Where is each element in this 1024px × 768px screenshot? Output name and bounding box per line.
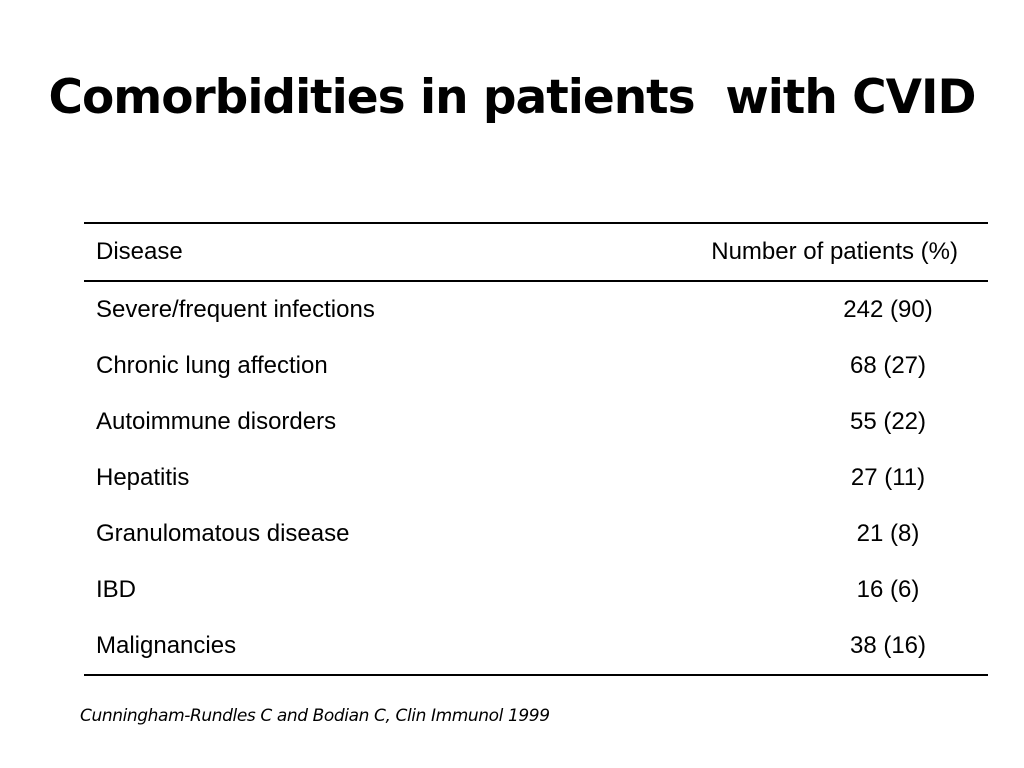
disease-cell: Granulomatous disease bbox=[96, 520, 350, 547]
citation: Cunningham-Rundles C and Bodian C, Clin Immunol 1999 bbox=[80, 706, 550, 726]
disease-cell: Autoimmune disorders bbox=[96, 408, 337, 435]
slide-title: Comorbidities in patients with CVID bbox=[48, 70, 976, 125]
table-row bbox=[84, 281, 988, 338]
table-row bbox=[84, 338, 988, 394]
table-row bbox=[84, 506, 988, 562]
disease-cell: IBD bbox=[96, 576, 137, 603]
patient-count-cell: 27 (11) bbox=[850, 464, 926, 491]
comorbidities-table-container bbox=[84, 222, 988, 676]
disease-cell: Malignancies bbox=[96, 632, 237, 659]
comorbidities-table bbox=[84, 222, 988, 676]
patient-count-cell: 16 (6) bbox=[856, 576, 920, 603]
table-row bbox=[84, 450, 988, 506]
column-header-disease: Disease bbox=[96, 238, 183, 265]
table-header bbox=[84, 223, 988, 281]
table-body bbox=[84, 281, 988, 675]
column-header-patients: Number of patients (%) bbox=[711, 238, 958, 265]
patient-count-cell: 242 (90) bbox=[843, 296, 933, 323]
header-row bbox=[84, 223, 988, 281]
patient-count-cell: 21 (8) bbox=[856, 520, 920, 547]
table-row bbox=[84, 562, 988, 618]
disease-cell: Hepatitis bbox=[96, 464, 190, 491]
disease-cell: Chronic lung affection bbox=[96, 352, 328, 379]
patient-count-cell: 38 (16) bbox=[849, 632, 927, 659]
patient-count-cell: 68 (27) bbox=[849, 352, 927, 379]
disease-cell: Severe/frequent infections bbox=[96, 296, 375, 323]
table-row bbox=[84, 394, 988, 450]
table-row bbox=[84, 618, 988, 675]
patient-count-cell: 55 (22) bbox=[849, 408, 927, 435]
